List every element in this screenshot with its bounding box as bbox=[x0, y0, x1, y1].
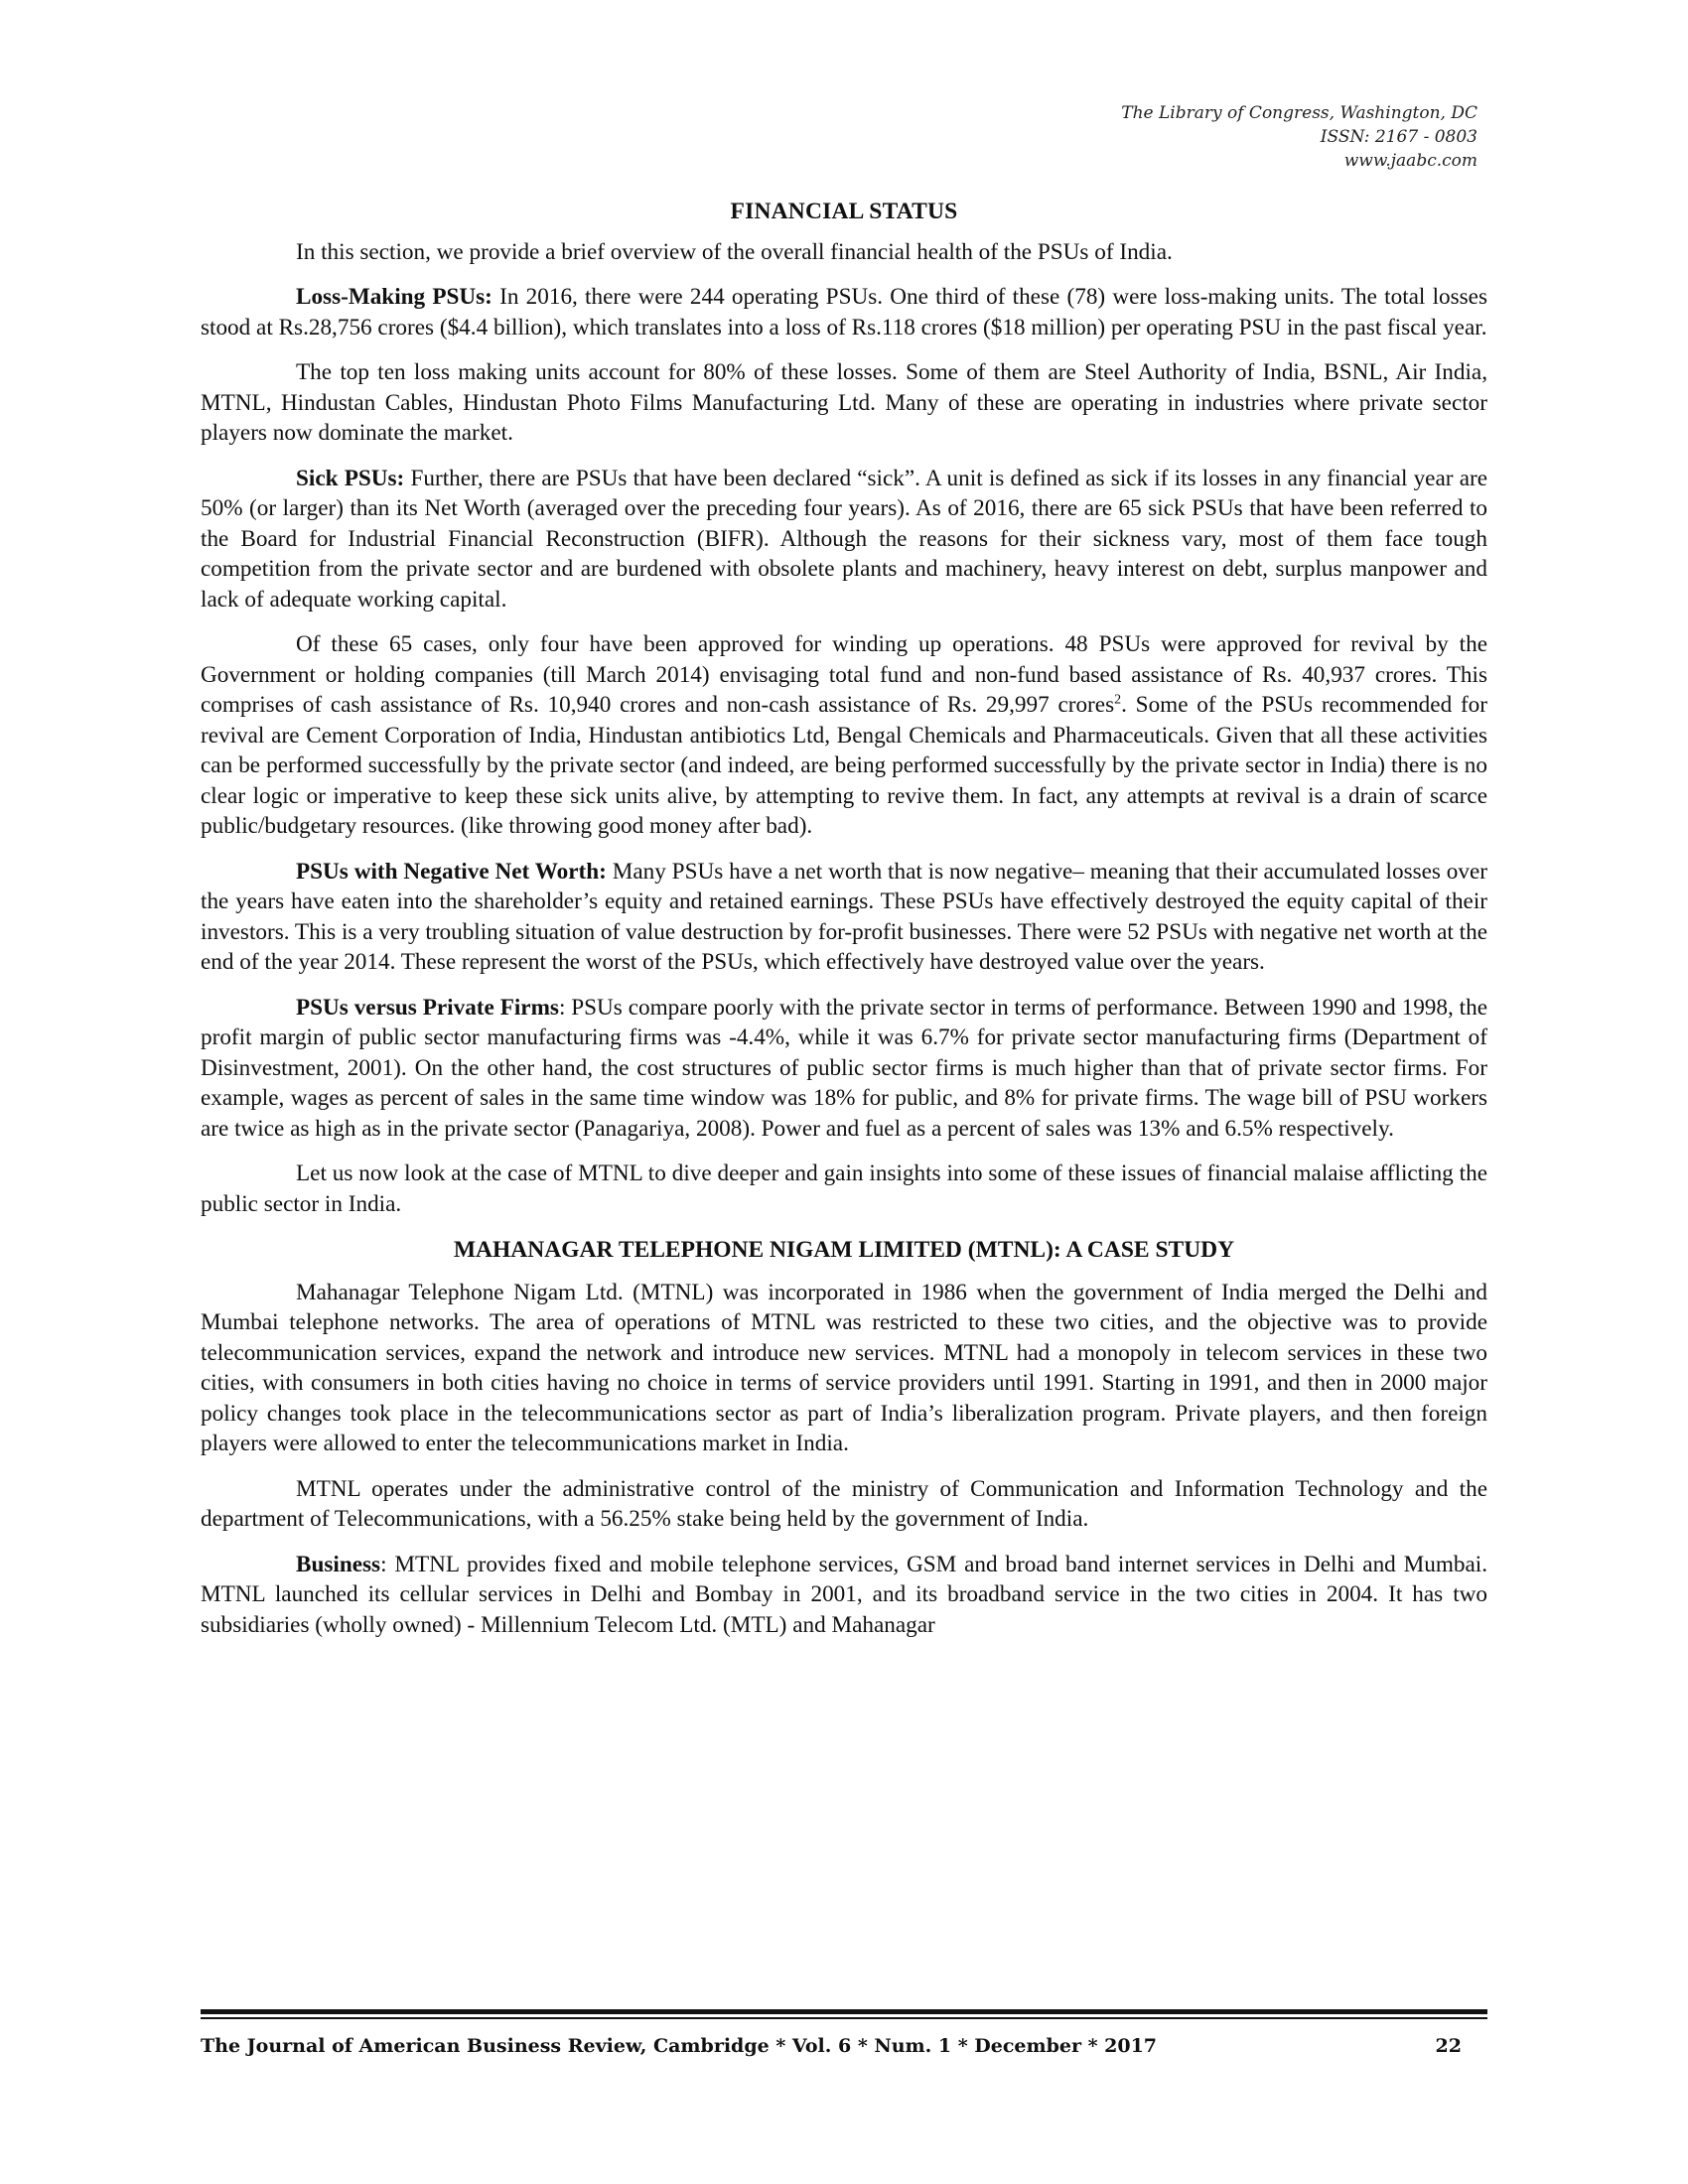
paragraph-intro: In this section, we provide a brief overview of the overall financial health of the PSUs of India. bbox=[296, 238, 1173, 265]
footer-journal-citation: The Journal of American Business Review, Cambridge * Vol. 6 * Num. 1 * December * 2017 bbox=[201, 2035, 1158, 2057]
header-issn: ISSN: 2167 - 0803 bbox=[1320, 127, 1477, 147]
paragraph-mtnl-control: MTNL operates under the administrative control of the ministry of Communication and Information Technology and the department of Telecommunications, with a 56.25% stake being held by the government of India. bbox=[201, 1475, 1487, 1532]
paragraph-text: In 2016, there were 244 operating PSUs. One third of these (78) were loss-making units. The total losses stood at Rs.28,756 crores ($4.4 billion), which translates into a loss of Rs.118 crores ($18 million) per operating PSU in the past fiscal year. bbox=[201, 284, 1487, 341]
lead-term: PSUs versus Private Firms bbox=[296, 994, 559, 1021]
lead-term: Loss-Making PSUs: bbox=[296, 284, 492, 310]
paragraph-top-ten: The top ten loss making units account for 80% of these losses. Some of them are Steel Authority of India, BSNL, Air India, MTNL, Hindustan Cables, Hindustan Photo Films Manufacturing Ltd. Many of these are operating in industries where private sector players now dominate the market. bbox=[201, 359, 1487, 446]
header-publisher: The Library of Congress, Washington, DC bbox=[1121, 103, 1477, 123]
paragraph-text: Many PSUs have a net worth that is now negative– meaning that their accumulated losses over the years have eaten into the shareholder’s equity and retained earnings. These PSUs have effectively destroyed the equity capital of their investors. This is a very troubling situation of value destruction by for-profit businesses. There were 52 PSUs with negative net worth at the end of the year 2014. These represent the worst of the PSUs, which effectively have destroyed value over the years. bbox=[201, 858, 1487, 975]
paragraph-text: Further, there are PSUs that have been declared “sick”. A unit is defined as sick if its losses in any financial year are 50% (or larger) than its Net Worth (averaged over the preceding four years). As of 2016, there are 65 sick PSUs that have been referred to the Board for Industrial Financial Reconstruction (BIFR). Although the reasons for their sickness vary, most of them face tough competition from the private sector and are burdened with obsolete plants and machinery, heavy interest on debt, surplus manpower and lack of adequate working capital. bbox=[201, 465, 1487, 613]
page-number: 22 bbox=[1435, 2035, 1462, 2057]
paragraph-text: . Some of the PSUs recommended for revival are Cement Corporation of India, Hindustan antibiotics Ltd, Bengal Chemicals and Pharmaceuticals. Given that all these activities can be performed successfully by the private sector (and indeed, are being performed successfully by the private sector in India) there is no clear logic or imperative to keep these sick units alive, by attempting to revive them. In fact, any attempts at revival is a drain of scarce public/budgetary resources. (like throwing good money after bad). bbox=[201, 692, 1487, 839]
article-body bbox=[201, 197, 1487, 1655]
footnote-marker: 2 bbox=[1114, 692, 1122, 708]
running-header bbox=[1121, 101, 1477, 173]
paragraph-of-these-cases bbox=[201, 629, 1487, 842]
paragraph-text: : PSUs compare poorly with the private sector in terms of performance. Between 1990 and 1998, the profit margin of public sector manufacturing firms was -4.4%, while it was 6.7% for private sector manufacturing firms (Department of Disinvestment, 2001). On the other hand, the cost structures of public sector firms is much higher than that of private sector firms. For example, wages as percent of sales in the same time window was 18% for public, and 8% for private firms. The wage bill of PSU workers are twice as high as in the private sector (Panagariya, 2008). Power and fuel as a percent of sales was 13% and 6.5% respectively. bbox=[201, 994, 1487, 1142]
footer-rule-thin bbox=[201, 2017, 1487, 2019]
lead-term: PSUs with Negative Net Worth: bbox=[296, 858, 607, 885]
footer-rule bbox=[201, 2009, 1487, 2014]
section-heading-financial-status: FINANCIAL STATUS bbox=[730, 199, 958, 224]
header-website: www.jaabc.com bbox=[1343, 151, 1477, 171]
paragraph-mtnl-business bbox=[201, 1550, 1487, 1641]
paragraph-versus-private bbox=[201, 993, 1487, 1145]
paragraph-negative-net-worth bbox=[201, 857, 1487, 978]
lead-term: Business bbox=[296, 1551, 381, 1577]
paragraph-transition: Let us now look at the case of MTNL to dive deeper and gain insights into some of these issues of financial malaise afflicting the public sector in India. bbox=[201, 1160, 1487, 1217]
paragraph-text: Of these 65 cases, only four have been approved for winding up operations. 48 PSUs were approved for revival by the Government or holding companies (till March 2014) envisaging total fund and non-fund based assistance of Rs. 40,937 crores. This comprises of cash assistance of Rs. 10,940 crores and non-cash assistance of Rs. 29,997 crores bbox=[201, 631, 1487, 718]
paragraph-loss-making bbox=[201, 282, 1487, 342]
running-footer bbox=[201, 2033, 1487, 2059]
lead-term: Sick PSUs: bbox=[296, 465, 405, 491]
paragraph-mtnl-intro: Mahanagar Telephone Nigam Ltd. (MTNL) was incorporated in 1986 when the government of India merged the Delhi and Mumbai telephone networks. The area of operations of MTNL was restricted to these two cities, and the objective was to provide telecommunication services, expand the network and introduce new services. MTNL had a monopoly in telecom services in these two cities, with consumers in both cities having no choice in terms of service providers until 1991. Starting in 1991, and then in 2000 major policy changes took place in the telecommunications sector as part of India’s liberalization program. Private players, and then foreign players were allowed to enter the telecommunications market in India. bbox=[201, 1279, 1487, 1456]
paragraph-sick-psus bbox=[201, 464, 1487, 615]
section-heading-mtnl-case-study: MAHANAGAR TELEPHONE NIGAM LIMITED (MTNL): A CASE STUDY bbox=[453, 1237, 1235, 1263]
paragraph-text: : MTNL provides fixed and mobile telephone services, GSM and broad band internet services in Delhi and Mumbai. MTNL launched its cellular services in Delhi and Bombay in 2001, and its broadband service in the two cities in 2004. It has two subsidiaries (wholly owned) - Millennium Telecom Ltd. (MTL) and Mahanagar bbox=[201, 1551, 1487, 1638]
